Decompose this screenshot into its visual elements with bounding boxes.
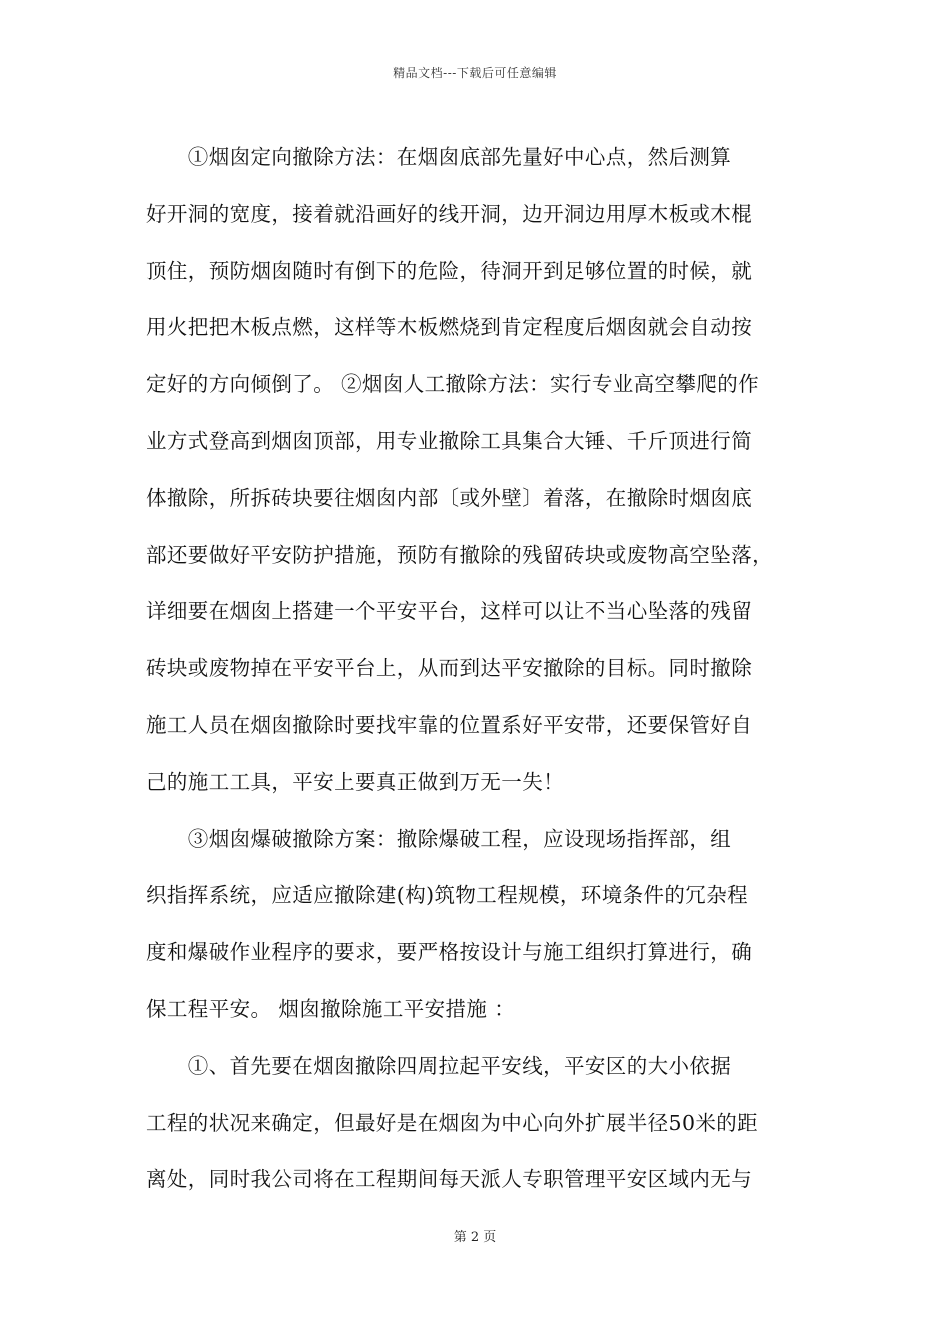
document-body xyxy=(146,129,826,1208)
paragraph-safety-measures: ①、首先要在烟囱撤除四周拉起平安线，平安区的大小依据 工程的状况来确定，但最好是在烟囱为中心向外扩展半径50米的距 离处，同时我公司将在工程期间每天派人专职管理平安区域内无与 xyxy=(146,1053,759,1192)
paragraph-blasting-plan: ③烟囱爆破撤除方案：撤除爆破工程，应设现场指挥部，组 织指挥系统，应适应撤除建(构)筑物工程规模，环境条件的冗杂程 度和爆破作业程序的要求，要严格按设计与施工组织打算进行，确 保工程平安。 烟囱撤除施工平安措施 ： xyxy=(146,826,753,1021)
paragraph-demolition-methods: ①烟囱定向撤除方法：在烟囱底部先量好中心点，然后测算 好开洞的宽度，接着就沿画好的线开洞，边开洞边用厚木板或木棍 顶住，预防烟囱随时有倒下的危险，待洞开到足够位置的时候，就 用火把把木板点燃，这样等木板燃烧到肯定程度后烟囱就会自动按 定好的方向倾倒了。 ②烟囱人工撤除方法：实行专业高空攀爬的作 业方式登高到烟囱顶部，用专业撤除工具集合大锤、千斤顶进行简 体撤除，所拆砖块要往烟囱内部〔或外壁〕着落，在撤除时烟囱底 部还要做好平安防护措施，预防有撤除的残留砖块或废物高空坠落， 详细要在烟囱上搭建一个平安平台，这样可以让不当心坠落的残留 砖块或废物掉在平安平台上，从而到达平安撤除的目标。同时撤除 施工人员在烟囱撤除时要找牢靠的位置系好平安带，还要保管好自 己的施工工具，平安上要真正做到万无一失！ xyxy=(146,145,773,794)
page-header: 精品文档---下载后可任意编辑 xyxy=(393,66,557,80)
page-number: 第 2 页 xyxy=(453,1230,497,1245)
